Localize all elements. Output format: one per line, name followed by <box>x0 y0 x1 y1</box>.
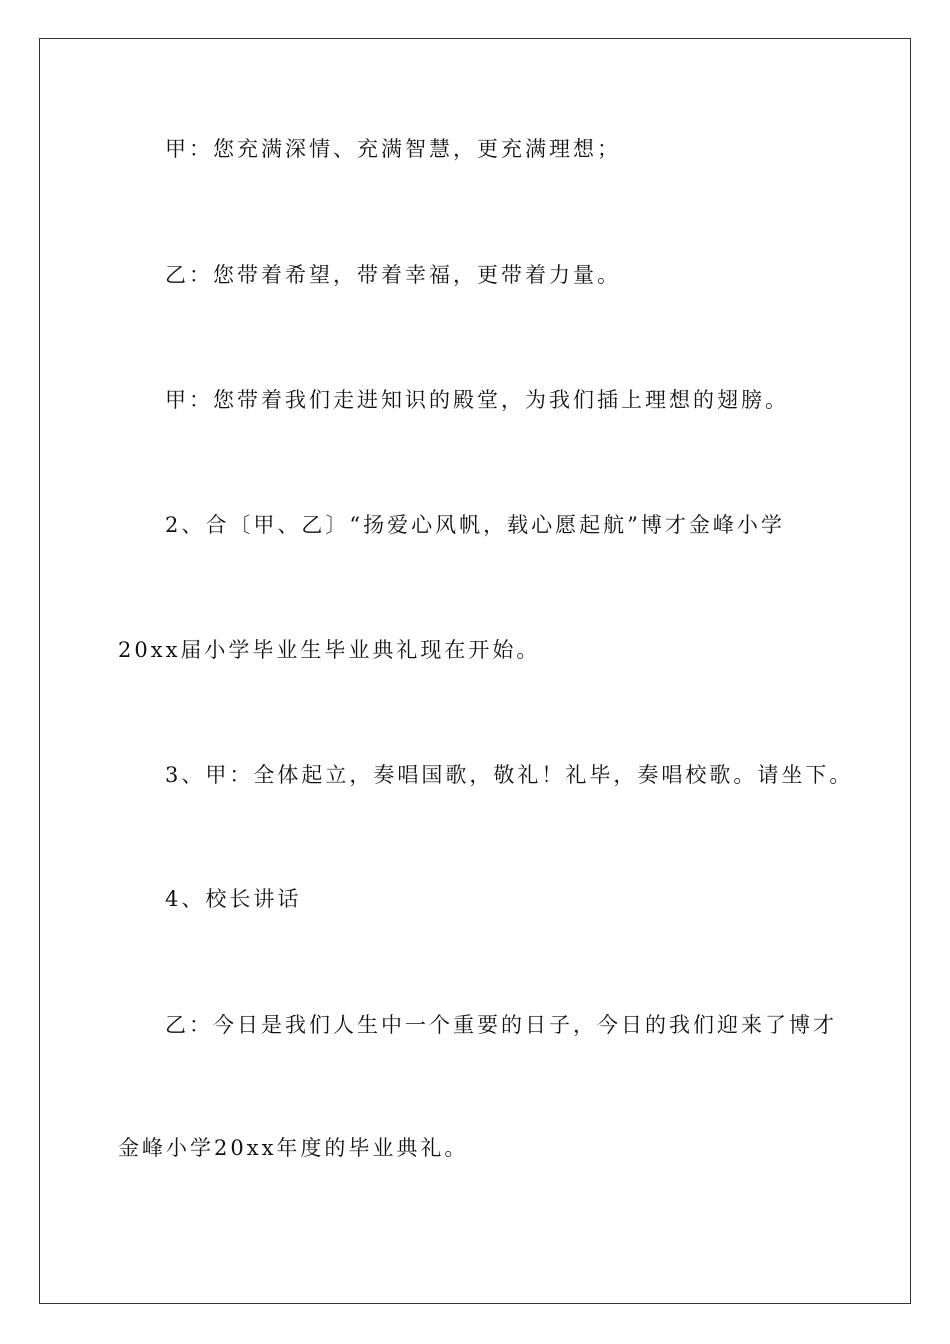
dialogue-line-yi-2-part-2: 金峰小学20xx年度的毕业典礼。 <box>118 1136 469 1160</box>
item-2-line-2: 20xx届小学毕业生毕业典礼现在开始。 <box>118 638 541 662</box>
dialogue-line-jia-1: 甲：您充满深情、充满智慧，更充满理想； <box>165 137 621 161</box>
dialogue-line-yi-2-part-1: 乙：今日是我们人生中一个重要的日子，今日的我们迎来了博才 <box>165 1013 837 1037</box>
item-3-line: 3、甲：全体起立，奏唱国歌，敬礼！礼毕，奏唱校歌。请坐下。 <box>165 763 854 787</box>
dialogue-line-jia-2: 甲：您带着我们走进知识的殿堂，为我们插上理想的翅膀。 <box>165 388 789 412</box>
item-4-line: 4、校长讲话 <box>165 887 302 911</box>
item-2-line-1: 2、合〔甲、乙〕“扬爱心风帆，载心愿起航”博才金峰小学 <box>165 513 785 537</box>
page-border <box>39 38 911 1304</box>
dialogue-line-yi-1: 乙：您带着希望，带着幸福，更带着力量。 <box>165 263 621 287</box>
